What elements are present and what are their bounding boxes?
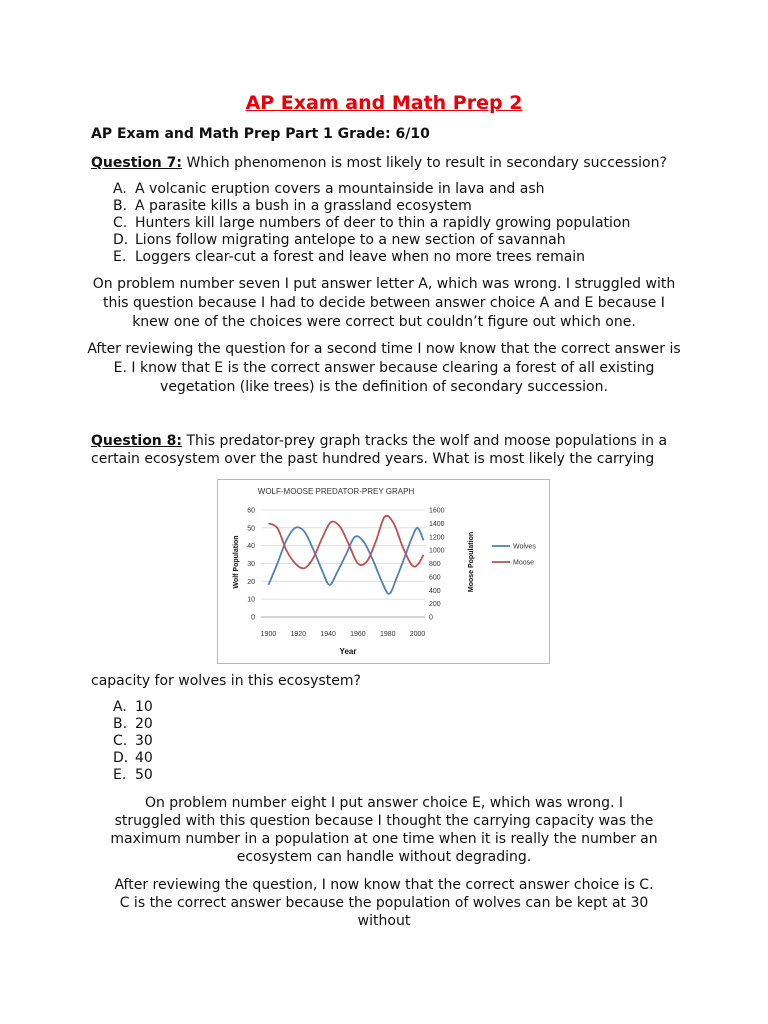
chart-ytick-right-label: 1400	[429, 520, 445, 528]
chart-xtick-label: 1960	[350, 631, 366, 638]
chart-xtick-label: 2000	[409, 631, 426, 638]
chart-ytick-right-label: 1000	[429, 547, 445, 555]
chart-ytick-left-label: 30	[247, 561, 255, 568]
chart-ytick-right-label: 800	[429, 561, 441, 568]
choice-item: E. 50	[113, 767, 153, 783]
chart-ytick-right-label: 1200	[429, 534, 445, 542]
chart-xtick-label: 1920	[290, 631, 307, 638]
choice-item: B. 20	[113, 716, 153, 732]
choice-item: A. A volcanic eruption covers a mountainside in lava and ash	[113, 181, 545, 197]
page-title: AP Exam and Math Prep 2	[245, 92, 523, 114]
choice-item: D. Lions follow migrating antelope to a new section of savannah	[113, 232, 566, 248]
chart-svg	[218, 480, 549, 663]
chart-ytick-left-label: 0	[251, 614, 255, 622]
chart-ytick-left-label: 40	[247, 543, 255, 551]
grade-line: AP Exam and Math Prep Part 1 Grade: 6/10	[91, 126, 430, 142]
chart-ytick-right-label: 400	[429, 587, 441, 595]
chart-series-moose-line	[268, 516, 423, 569]
chart-title: WOLF-MOOSE PREDATOR-PREY GRAPH	[257, 487, 415, 496]
question-7	[91, 154, 667, 172]
chart-ytick-right-label: 600	[429, 574, 441, 582]
choice-item: B. A parasite kills a bush in a grassland ecosystem	[113, 198, 472, 214]
choice-item: E. Loggers clear-cut a forest and leave when no more trees remain	[113, 249, 586, 265]
chart-xtick-label: 1900	[260, 631, 277, 638]
question-8-choices	[113, 699, 153, 784]
chart-legend-wolves-label: Wolves	[513, 543, 536, 551]
chart-legend	[492, 544, 536, 567]
choice-item: C. Hunters kill large numbers of deer to thin a rapidly growing population	[113, 215, 631, 231]
chart-ytick-left-label: 60	[247, 507, 255, 515]
question-7-text: Which phenomenon is most likely to result in secondary succession?	[182, 155, 667, 171]
question-7-label: Question 7:	[91, 155, 182, 171]
question-8-reflection-2: After reviewing the question, I now know that the correct answer choice is C. C is the correct answer because the population of wolves can be kept at 30 without	[114, 877, 654, 929]
choice-item: D. 40	[113, 750, 153, 766]
chart-legend-moose-label: Moose	[513, 559, 535, 567]
chart-ylabel-right: Moose Population	[468, 531, 475, 593]
chart-xtick-label: 1980	[379, 631, 396, 638]
chart-ytick-left-label: 50	[247, 525, 255, 533]
question-8-text-line3: capacity for wolves in this ecosystem?	[91, 673, 361, 689]
chart-xtick-label: 1940	[320, 631, 336, 638]
chart-ytick-right-label: 0	[429, 614, 433, 622]
chart-ylabel-left: Wolf Population	[233, 535, 240, 589]
chart-ytick-left-label: 20	[247, 578, 255, 586]
choice-item: A. 10	[113, 699, 153, 715]
chart-xlabel: Year	[339, 647, 357, 656]
question-8-label: Question 8:	[91, 433, 182, 449]
choice-item: C. 30	[113, 733, 153, 749]
chart-ytick-left-label: 10	[247, 596, 255, 604]
predator-prey-chart	[217, 479, 550, 664]
question-8	[91, 432, 667, 450]
question-8-text-line2: certain ecosystem over the past hundred years. What is most likely the carrying	[91, 451, 655, 467]
question-7-reflection-1: On problem number seven I put answer letter A, which was wrong. I struggled with this question because I had to decide between answer choice A and E because I knew one of the choices were correct but couldn’t figure out which one.	[92, 276, 676, 330]
chart-ytick-right-label: 1600	[429, 507, 445, 515]
question-7-reflection-2: After reviewing the question for a second time I now know that the correct answer is E. I know that E is the correct answer because clearing a forest of all existing vegetation (like trees) is the definition of secondary succession.	[87, 341, 681, 395]
question-8-text-line1: This predator-prey graph tracks the wolf and moose populations in a	[182, 433, 668, 449]
question-7-choices	[113, 181, 630, 266]
chart-grid	[261, 510, 425, 617]
question-8-reflection-1: On problem number eight I put answer choice E, which was wrong. I struggled with this question because I thought the carrying capacity was the maximum number in a population at one time when it is really the number an ecosystem can handle without degrading.	[110, 795, 658, 865]
chart-ytick-right-label: 200	[429, 601, 441, 609]
